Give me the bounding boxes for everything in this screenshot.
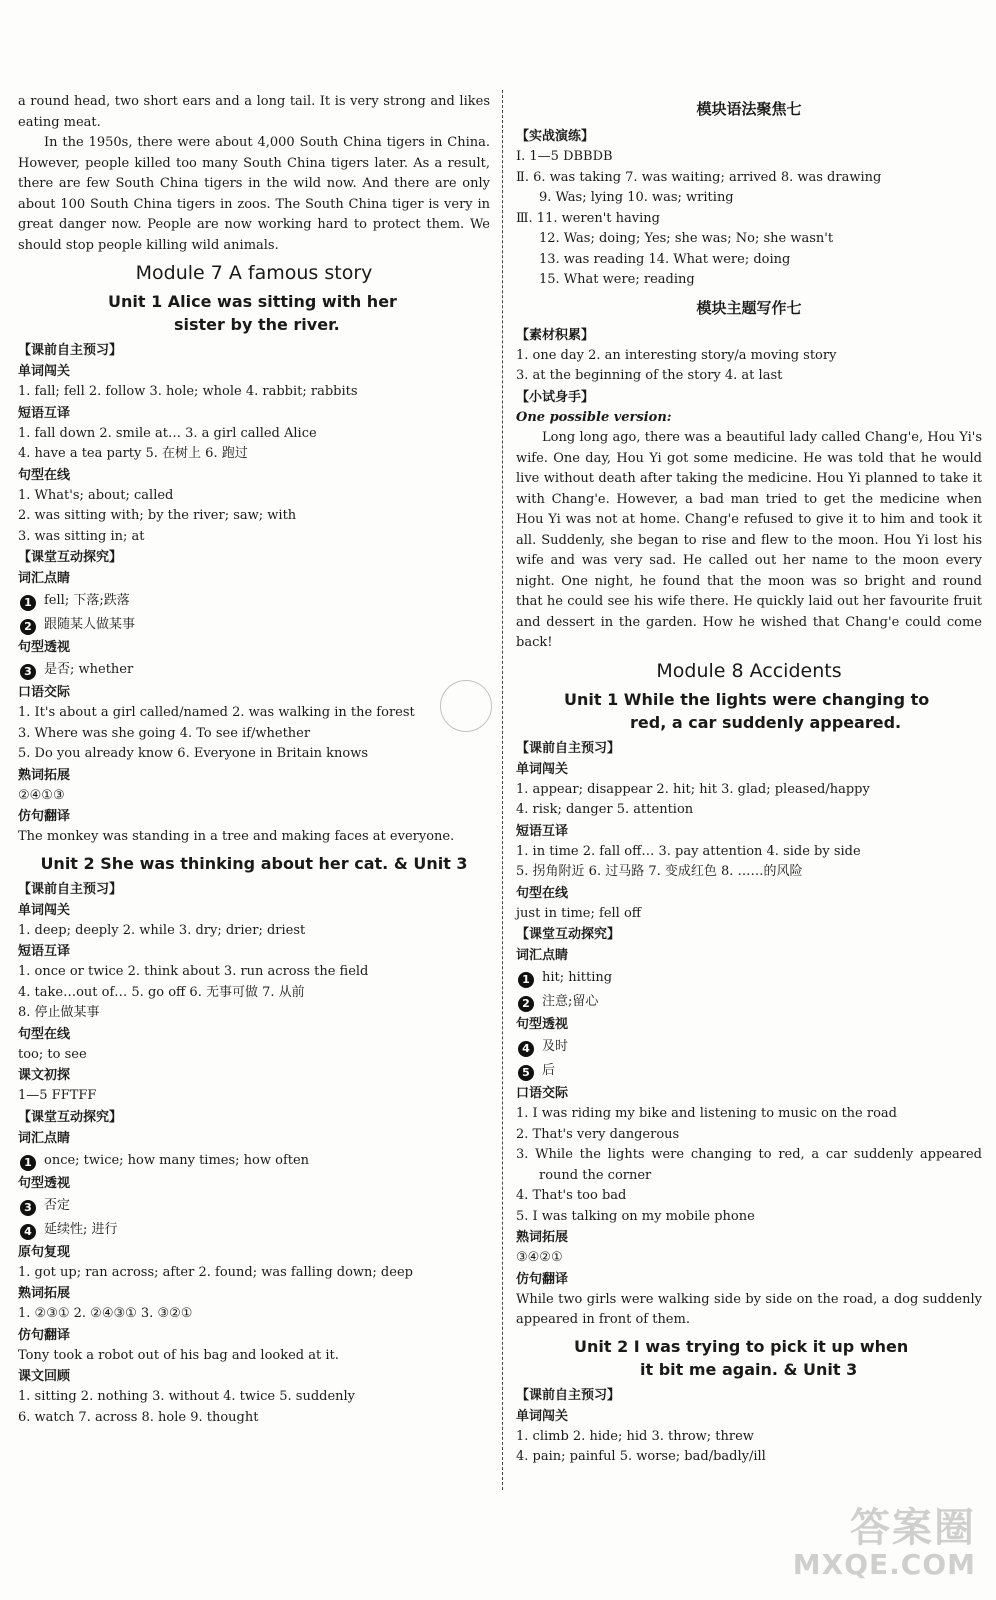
label-sentences-r: 句型在线: [516, 885, 569, 901]
m8-oral-1: 1. I was riding my bike and listening to music on the road: [516, 1106, 897, 1121]
label-translate-r: 仿句翻译: [516, 1271, 569, 1287]
section-material: 【素材积累】: [516, 327, 595, 343]
u2-original: 1. got up; ran across; after 2. found; was falling down; deep: [18, 1264, 413, 1280]
u2-words: 1. deep; deeply 2. while 3. dry; drier; driest: [18, 922, 306, 938]
left-column: [18, 92, 490, 1428]
number-2-icon: 2: [518, 996, 534, 1012]
label-pattern-r: 句型透视: [516, 1017, 569, 1032]
u1-vocab-2: 2 跟随某人做某事: [18, 613, 490, 637]
section-try: 【小试身手】: [516, 389, 595, 405]
label-vocab: 词汇点睛: [18, 571, 71, 586]
u2-translate: Tony took a robot out of his bag and looked at it.: [18, 1347, 339, 1363]
material-2: 3. at the beginning of the story 4. at last: [516, 368, 783, 383]
section-preview: 【课前自主预习】: [18, 343, 123, 358]
grammar-4: Ⅲ. 11. weren't having: [516, 210, 660, 226]
label-pattern-2: 句型透视: [18, 1175, 71, 1191]
m8-expand: ③④②①: [516, 1250, 563, 1265]
u1-translate: The monkey was standing in a tree and making faces at everyone.: [18, 829, 455, 844]
m8-words-1: 1. appear; disappear 2. hit; hit 3. glad; pleased/happy: [516, 781, 870, 797]
number-1-icon: 1: [20, 1155, 36, 1171]
m8-pattern-4: 4 及时: [516, 1035, 982, 1059]
m8-phrases-1: 1. in time 2. fall off… 3. pay attention 4. side by side: [516, 843, 861, 859]
m8-sentence: just in time; fell off: [516, 905, 642, 921]
label-expand-r: 熟词拓展: [516, 1230, 569, 1245]
section-preview-r2: 【课前自主预习】: [516, 1387, 621, 1403]
u1-sentence-1: 1. What's; about; called: [18, 487, 174, 503]
label-translate: 仿句翻译: [18, 809, 71, 824]
m8u2-words-1: 1. climb 2. hide; hid 3. throw; threw: [516, 1428, 754, 1444]
m8-phrases-2: 5. 拐角附近 6. 过马路 7. 变成红色 8. ……的风险: [516, 864, 803, 879]
writing-title: 模块主题写作七: [696, 298, 802, 317]
u1-words: 1. fall; fell 2. follow 3. hole; whole 4. rabbit; rabbits: [18, 384, 358, 399]
u2-phrases-2: 4. take…out of… 5. go off 6. 无事可做 7. 从前: [18, 984, 305, 1000]
u1-expand: ②④①③: [18, 787, 65, 803]
u2-vocab-1: 1 once; twice; how many times; how often: [18, 1149, 490, 1173]
u1-vocab-1: 1 fell; 下落;跌落: [18, 589, 490, 613]
label-sentences: 句型在线: [18, 467, 71, 483]
section-class-2: 【课堂互动探究】: [18, 1109, 123, 1125]
label-oral: 口语交际: [18, 685, 71, 700]
unit1-title: Unit 1 Alice was sitting with her sister by the river.: [108, 292, 397, 334]
u2-sentence: too; to see: [18, 1046, 87, 1062]
grammar-3: 9. Was; lying 10. was; writing: [539, 190, 734, 205]
module8-title: Module 8 Accidents: [656, 659, 842, 682]
possible-version-label: One possible version:: [516, 409, 672, 425]
number-4-icon: 4: [518, 1041, 534, 1057]
u1-oral-3: 5. Do you already know 6. Everyone in Britain knows: [18, 746, 369, 761]
grammar-5: 12. Was; doing; Yes; she was; No; she wasn't: [539, 231, 834, 246]
m8-vocab-2: 2 注意;留心: [516, 990, 982, 1014]
grammar-1: Ⅰ. 1—5 DBBDB: [516, 149, 613, 164]
essay-paragraph: Long long ago, there was a beautiful lady called Chang'e, Hou Yi's wife. One day, Hou Yi got some medicine. He was told that he would live without death after taking the medicine. Hou Yi planned to take it with Chang'e. However, a bad man tried to get the medicine when Hou Yi was not at home. Chang'e refused to give it to him and took it all. Suddenly, she began to rise and flew to the moon. Hou Yi lost his wife and was very sad. He called out her name to the moon every night. One night, he found that the moon was so bright and round that he could see his wife there. He quickly laid out her favourite fruit and dessert in the garden. How he wished that Chang'e could come back!: [516, 430, 982, 650]
m8-oral-3: 3. While the lights were changing to red, a car suddenly appeared round the corner: [516, 1147, 982, 1183]
label-vocab-2: 词汇点睛: [18, 1130, 71, 1146]
m8-unit2-title: Unit 2 I was trying to pick it up when it bit me again. & Unit 3: [574, 1336, 909, 1379]
m8-vocab-1: 1 hit; hitting: [516, 966, 982, 990]
m8-oral-5: 5. I was talking on my mobile phone: [516, 1208, 755, 1224]
label-oral-r: 口语交际: [516, 1086, 569, 1101]
m8-pattern-5: 5 后: [516, 1059, 982, 1083]
u1-oral-1: 1. It's about a girl called/named 2. was walking in the forest: [18, 705, 415, 720]
right-column: [516, 92, 982, 1468]
number-3-icon: 3: [20, 1200, 36, 1216]
grammar-7: 15. What were; reading: [539, 272, 695, 287]
module7-title: Module 7 A famous story: [135, 262, 373, 284]
u1-phrases-1: 1. fall down 2. smile at… 3. a girl called Alice: [18, 425, 317, 441]
u2-phrases-1: 1. once or twice 2. think about 3. run across the field: [18, 964, 369, 979]
u1-oral-2: 3. Where was she going 4. To see if/whether: [18, 725, 311, 741]
label-sentences-2: 句型在线: [18, 1026, 71, 1042]
label-translate-2: 仿句翻译: [18, 1327, 71, 1343]
u2-pattern-4: 4 延续性; 进行: [18, 1218, 490, 1242]
label-review: 课文回顾: [18, 1369, 71, 1384]
label-original: 原句复现: [18, 1244, 71, 1260]
section-class-r: 【课堂互动探究】: [516, 927, 621, 942]
m8-unit1-title: Unit 1 While the lights were changing to red, a car suddenly appeared.: [564, 689, 930, 732]
u2-text: 1—5 FFTFF: [18, 1088, 97, 1103]
number-1-icon: 1: [518, 972, 534, 988]
label-vocab-r: 词汇点睛: [516, 948, 569, 963]
m8-oral-2: 2. That's very dangerous: [516, 1126, 680, 1142]
label-words-2: 单词闯关: [18, 902, 71, 918]
section-preview-2: 【课前自主预习】: [18, 881, 123, 897]
label-phrases-2: 短语互译: [18, 944, 71, 959]
u2-review-1: 1. sitting 2. nothing 3. without 4. twice 5. suddenly: [18, 1389, 356, 1404]
number-2-icon: 2: [20, 619, 36, 635]
section-class: 【课堂互动探究】: [18, 550, 123, 565]
material-1: 1. one day 2. an interesting story/a moving story: [516, 347, 837, 363]
m8-words-2: 4. risk; danger 5. attention: [516, 802, 694, 817]
m8-oral-4: 4. That's too bad: [516, 1188, 627, 1203]
number-3-icon: 3: [20, 664, 36, 680]
label-words-r: 单词闯关: [516, 761, 569, 777]
intro-text: a round head, two short ears and a long tail. It is very strong and likes eating meat.: [18, 94, 490, 130]
u1-phrases-2: 4. have a tea party 5. 在树上 6. 跑过: [18, 446, 248, 461]
label-pattern: 句型透视: [18, 640, 71, 655]
number-5-icon: 5: [518, 1065, 534, 1081]
u2-phrases-3: 8. 停止做某事: [18, 1005, 100, 1020]
label-phrases: 短语互译: [18, 405, 71, 421]
u2-review-2: 6. watch 7. across 8. hole 9. thought: [18, 1409, 259, 1425]
section-preview-r: 【课前自主预习】: [516, 740, 621, 756]
m8u2-words-2: 4. pain; painful 5. worse; bad/badly/ill: [516, 1449, 766, 1464]
label-expand-2: 熟词拓展: [18, 1286, 71, 1301]
label-text: 课文初探: [18, 1068, 71, 1083]
label-expand: 熟词拓展: [18, 767, 71, 783]
column-divider: [502, 90, 503, 1490]
m8-translate: While two girls were walking side by side on the road, a dog suddenly appeared in front of them.: [516, 1291, 982, 1327]
grammar-title: 模块语法聚焦七: [696, 100, 802, 118]
grammar-2: Ⅱ. 6. was taking 7. was waiting; arrived 8. was drawing: [516, 169, 882, 185]
u1-sentence-2: 2. was sitting with; by the river; saw; with: [18, 508, 297, 523]
u1-pattern-3: 3 是否; whether: [18, 658, 490, 682]
grammar-6: 13. was reading 14. What were; doing: [539, 251, 791, 267]
watermark-logo: 答案圈 MXQE.COM: [792, 1505, 976, 1581]
intro-paragraph: In the 1950s, there were about 4,000 South China tigers in China. However, people killed too many South China tigers later. As a result, there are few South China tigers in the wild now. And there are only about 100 South China tigers in zoos. The South China tiger is very in great danger now. People are now working hard to protect them. We should stop people killing wild animals.: [18, 135, 490, 253]
label-words: 单词闯关: [18, 364, 71, 379]
section-practice: 【实战演练】: [516, 129, 595, 144]
unit2-title: Unit 2 She was thinking about her cat. & Unit 3: [40, 853, 468, 873]
label-words-r2: 单词闯关: [516, 1408, 569, 1424]
number-4-icon: 4: [20, 1224, 36, 1240]
label-phrases-r: 短语互译: [516, 823, 569, 839]
u2-pattern-3: 3 否定: [18, 1194, 490, 1218]
u2-expand: 1. ②③① 2. ②④③① 3. ③②①: [18, 1306, 193, 1321]
u1-sentence-3: 3. was sitting in; at: [18, 528, 145, 544]
number-1-icon: 1: [20, 595, 36, 611]
